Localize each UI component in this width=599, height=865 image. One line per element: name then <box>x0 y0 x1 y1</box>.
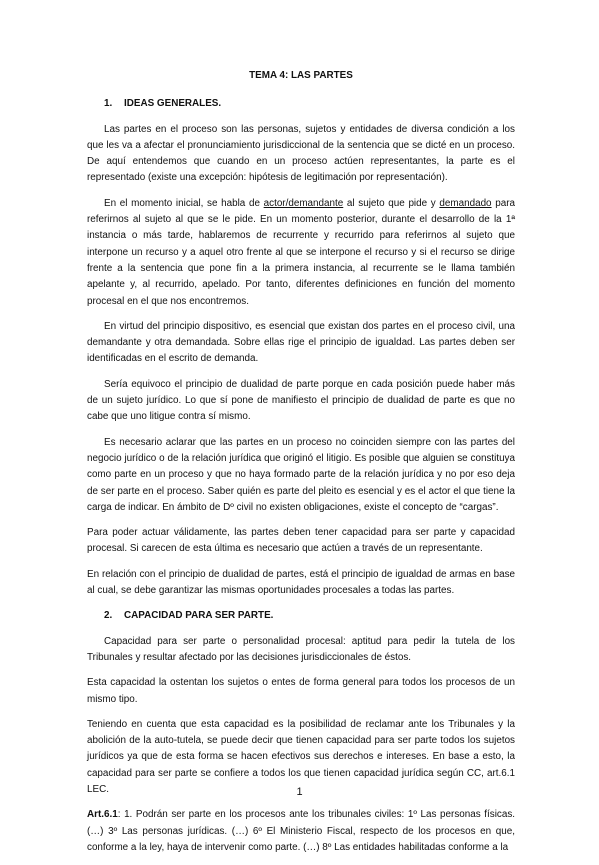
section-number: 1. <box>104 98 113 110</box>
paragraph-8: Capacidad para ser parte o personalidad procesal: aptitud para pedir la tutela de los Tribunales y resultar afectado por las decisiones jurisdiccionales de éstos. <box>87 635 515 663</box>
paragraph-7: En relación con el principio de dualidad de partes, está el principio de igualdad de armas en base al cual, se debe garantizar las mismas oportunidades procesales a todas las partes. <box>87 568 515 597</box>
document-title: TEMA 4: LAS PARTES <box>249 70 353 81</box>
section-title: IDEAS GENERALES. <box>124 98 222 110</box>
paragraph-3: En virtud del principio dispositivo, es esencial que existan dos partes en el proceso civil, una demandante y otra demandada. Sobre ellas rige el principio de igualdad. Las partes deben ser identificadas en el escrito de demanda. <box>87 320 515 365</box>
paragraph-4: Sería equivoco el principio de dualidad de parte porque en cada posición puede haber más de un sujeto jurídico. Lo que sí pone de manifiesto el principio de dualidad de parte es que no cabe que uno litigue contra sí mismo. <box>87 378 515 423</box>
section-number: 2. <box>104 610 113 622</box>
paragraph-2 <box>87 196 515 310</box>
document-body <box>87 68 515 865</box>
section-title: CAPACIDAD PARA SER PARTE. <box>124 610 274 622</box>
paragraph-5: Es necesario aclarar que las partes en un proceso no coinciden siempre con las partes del negocio jurídico o de la relación jurídica que originó el litigio. Es posible que alguien se constituya como parte en un proceso y que no haya formado parte de la relación jurídica y no por eso deja de ser parte en el proceso. Saber quién es parte del pleito es esencial y es el actor el que tiene la carga de indicar. En ámbito de Dº civil no existen obligaciones, existe el concepto de “cargas”. <box>87 436 515 513</box>
paragraph-1: Las partes en el proceso son las personas, sujetos y entidades de diversa condición a los que les va a afectar el pronunciamiento jurisdiccional de la sentencia que se dicté en un proceso. De aquí entendemos que cuando en un proceso actúen representantes, la parte es el representado (existe una excepción: hipótesis de legitimación por representación). <box>87 123 515 184</box>
underlined-term-actor: actor/demandante <box>263 197 344 209</box>
text-span: En el momento inicial, se habla de <box>104 197 264 209</box>
text-span: al sujeto que pide y <box>343 197 440 209</box>
paragraph-6: Para poder actuar válidamente, las partes deben tener capacidad para ser parte y capacidad procesal. Si carecen de esta última es necesario que actúen a través de un representante. <box>87 527 515 555</box>
paragraph-10: Teniendo en cuenta que esta capacidad es la posibilidad de reclamar ante los Tribunales y la abolición de la auto-tutela, se puede decir que tienen capacidad para ser parte todos los sujetos jurídicos ya que de esta forma se hacen efectivos sus derechos e intereses. En base a esto, la capacidad para ser parte se confiere a todos los que tienen capacidad jurídica según CC, art.6.1 LEC. <box>87 718 515 795</box>
page-number: 1 <box>296 786 303 798</box>
article-text: : 1. Podrán ser parte en los procesos ante los tribunales civiles: 1º Las personas físicas. (…) 3º Las personas jurídicas. (…) 6º El Ministerio Fiscal, respecto de los procesos en que, conforme a la ley, haya de intervenir como parte. (…) 8º Las entidades habilitadas conforme a la <box>87 809 515 853</box>
section-heading-2 <box>87 608 515 624</box>
section-heading-1 <box>87 96 515 112</box>
underlined-term-demandado: demandado <box>439 197 492 209</box>
text-span: para referirnos al sujeto al que se le pide. En un momento posterior, durante el desarrollo de la 1ª instancia o más tarde, hablaremos de recurrente y recurrido para referirnos al sujeto que interpone un recurso y a aquel otro frente al que se interpone el recurso y si el recurso se dirige frente a la sentencia que pone fin a la primera instancia, al recurrente se le llama también apelante y, al recurrido, apelado. Por tanto, diferentes definiciones en función del momento procesal en el que nos encontremos. <box>87 197 515 307</box>
article-label: Art.6.1 <box>87 809 118 821</box>
paragraph-11 <box>87 807 515 856</box>
paragraph-9: Esta capacidad la ostentan los sujetos o entes de forma general para todos los procesos de un mismo tipo. <box>87 677 515 705</box>
